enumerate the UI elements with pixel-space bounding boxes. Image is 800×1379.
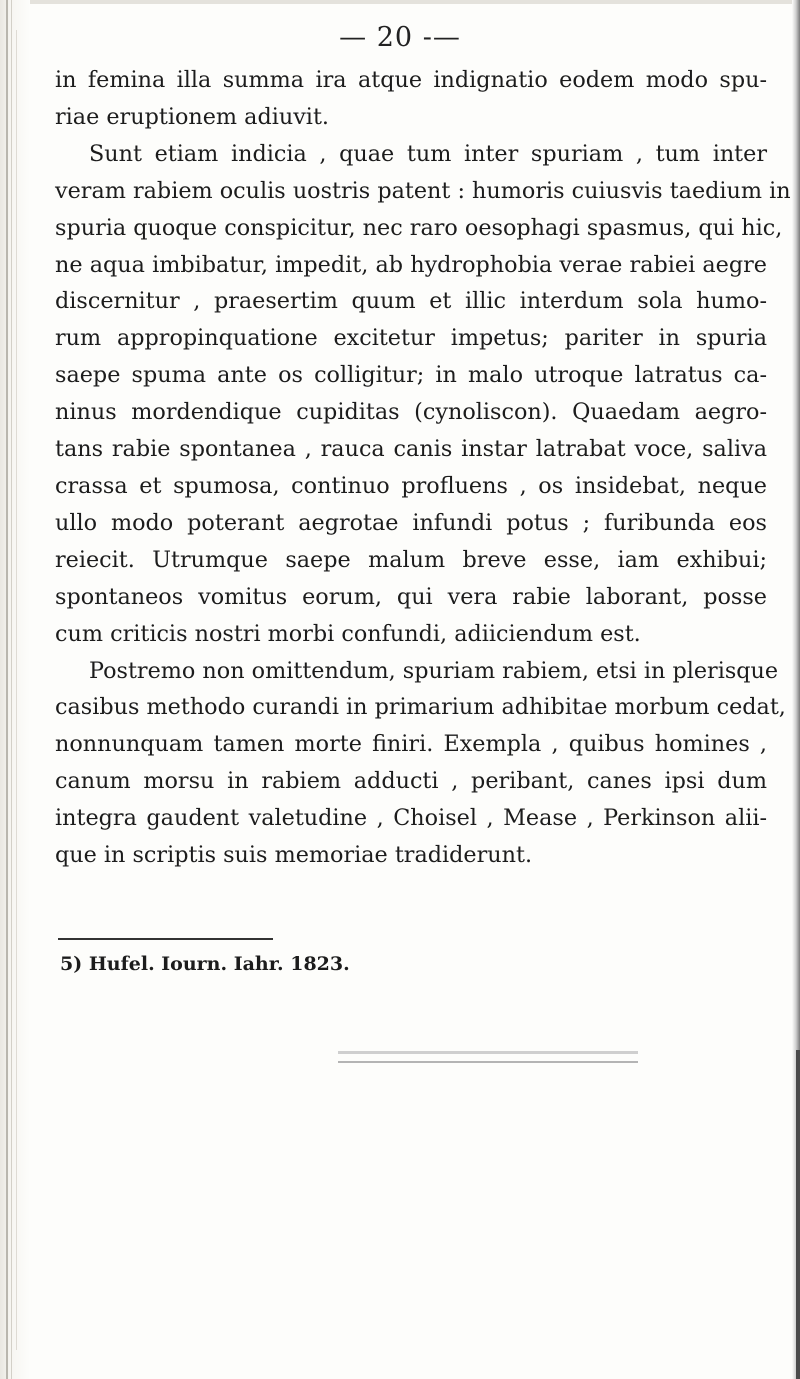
text-line: reiecit. Utrumque saepe malum breve esse, iam exhibui; (55, 546, 767, 573)
text-line: integra gaudent valetudine , Choisel , Mease , Perkinson alii- (55, 805, 767, 832)
text-line: rum appropinquatione excitetur impetus; pariter in spuria (55, 325, 767, 352)
text-line: nonnunquam tamen morte finiri. Exempla , quibus homines , (55, 731, 767, 758)
page-top-edge (30, 0, 800, 4)
paragraph (55, 136, 791, 653)
footnote-rule (58, 938, 273, 940)
text-line: tans rabie spontanea , rauca canis instar latrabat voce, saliva (55, 436, 767, 463)
text-line: saepe spuma ante os colligitur; in malo utroque latratus ca- (55, 362, 767, 389)
text-line: spuria quoque conspicitur, nec raro oesophagi spasmus, qui hic, (55, 214, 783, 241)
text-line: ne aqua imbibatur, impedit, ab hydrophobia verae rabiei aegre (55, 251, 767, 278)
text-line: ullo modo poterant aegrotae infundi potus ; furibunda eos (55, 509, 767, 536)
text-line: casibus methodo curandi in primarium adhibitae morbum cedat, (55, 694, 786, 721)
text-line: Sunt etiam indicia , quae tum inter spuriam , tum inter (89, 140, 767, 167)
text-line: crassa et spumosa, continuo profluens , os insidebat, neque (55, 472, 767, 499)
scan-mark (338, 1061, 638, 1063)
body-text (55, 62, 791, 874)
gutter-line (6, 0, 8, 1379)
text-line: discernitur , praesertim quum et illic interdum sola humo- (55, 288, 767, 315)
text-line: Postremo non omittendum, spuriam rabiem, etsi in plerisque (89, 657, 779, 684)
text-line: in femina illa summa ira atque indignatio eodem modo spu- (55, 67, 767, 93)
text-line: ninus mordendique cupiditas (cynoliscon). Quaedam aegro- (55, 399, 767, 426)
text-line: cum criticis nostri morbi confundi, adiiciendum est. (55, 620, 641, 647)
paragraph (55, 653, 786, 874)
text-line: canum morsu in rabiem adducti , peribant, canes ipsi dum (55, 768, 767, 795)
text-line: spontaneos vomitus eorum, qui vera rabie laborant, posse (55, 583, 767, 610)
paragraph (55, 62, 767, 136)
page-number: — 20 -— (339, 22, 461, 53)
scan-mark (338, 1051, 638, 1054)
gutter-line (16, 30, 17, 1350)
text-line: riae eruptionem adiuvit. (55, 103, 329, 130)
text-line: que in scriptis suis memoriae tradiderunt. (55, 842, 533, 869)
page-edge-shadow (796, 1050, 800, 1379)
text-line: veram rabiem oculis uostris patent : humoris cuiusvis taedium in (55, 177, 791, 204)
gutter-line (11, 0, 12, 1379)
footnote: 5) Hufel. Iourn. Iahr. 1823. (60, 953, 350, 975)
page-gutter (0, 0, 30, 1379)
